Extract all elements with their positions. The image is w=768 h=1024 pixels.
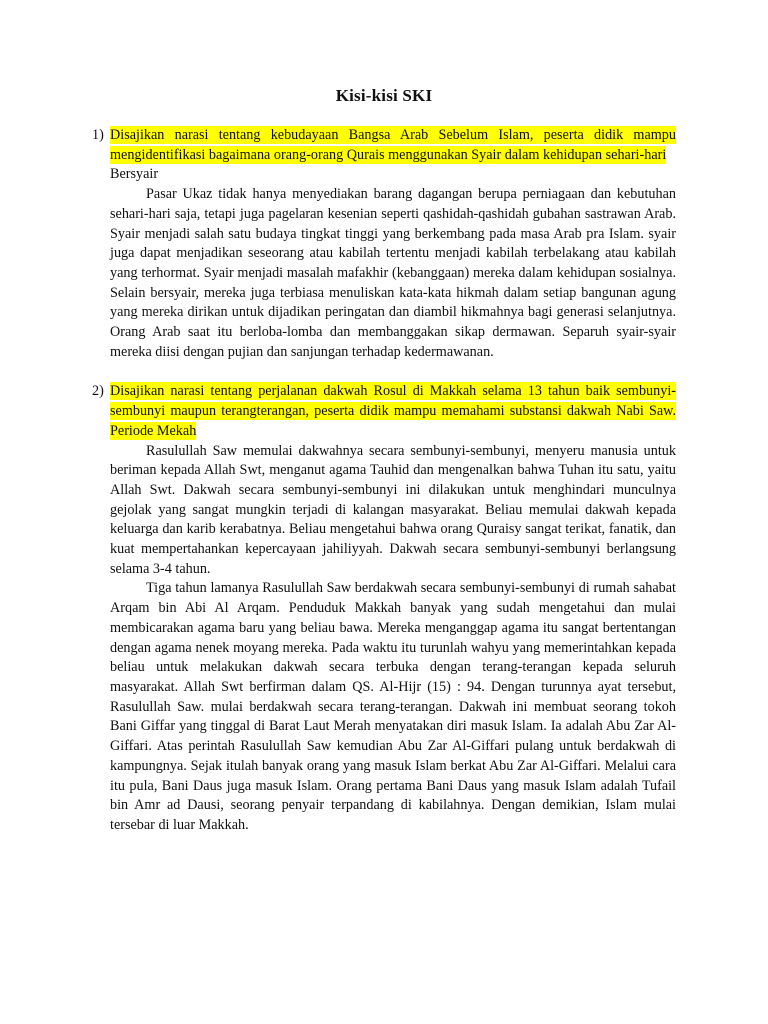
list-item-2	[92, 382, 676, 835]
item-number: 1)	[92, 127, 104, 143]
item-body	[110, 382, 676, 835]
highlighted-text: Disajikan narasi tentang kebudayaan Bangsa Arab Sebelum Islam, peserta didik mampu mengidentifikasi bagaimana orang-orang Qurais menggunakan Syair dalam kehidupan sehari-hari	[110, 127, 676, 163]
item-body	[110, 126, 676, 362]
list-item-1	[92, 126, 676, 362]
paragraph: Rasulullah Saw memulai dakwahnya secara sembunyi-sembunyi, menyeru manusia untuk beriman kepada Allah Swt, menganut agama Tauhid dan mengenalkan bahwa Tuhan itu satu, yaitu Allah Swt. Dakwah secara sembunyi-sembunyi ini dilakukan untuk menghindari munculnya gejolak yang sangat mungkin terjadi di kalangan masyarakat. Beliau memulai dakwah kepada keluarga dan karib kerabatnya. Beliau mengetahui bahwa orang Quraisy sangat terikat, fanatik, dan kuat mempertahankan kepercayaan jahiliyyah. Dakwah secara sembunyi-sembunyi berlangsung selama 3-4 tahun.	[110, 442, 676, 577]
document-title: Kisi-kisi SKI	[335, 86, 433, 105]
subheading: Bersyair	[110, 166, 159, 183]
question-text	[110, 382, 676, 441]
highlighted-text: Disajikan narasi tentang perjalanan dakwah Rosul di Makkah selama 13 tahun baik sembunyi-sembunyi maupun terangterangan, peserta didik mampu memahami substansi dakwah Nabi Saw. Periode Mekah	[110, 383, 676, 439]
paragraph: Tiga tahun lamanya Rasulullah Saw berdakwah secara sembunyi-sembunyi di rumah sahabat Arqam bin Abi Al Arqam. Penduduk Makkah banyak yang sudah mengetahui dan mulai membicarakan agama baru yang beliau bawa. Mereka menganggap agama itu sangat bertentangan dengan agama nenek moyang mereka. Pada waktu itu turunlah wahyu yang memerintahkan kepada beliau untuk melakukan dakwah secara terbuka dengan terang-terangan kepada seluruh masyarakat. Allah Swt berfirman dalam QS. Al-Hijr (15) : 94. Dengan turunnya ayat tersebut, Rasulullah Saw. mulai berdakwah secara terang-terangan. Dakwah ini membuat seorang tokoh Bani Giffar yang tinggal di Barat Laut Merah menyatakan diri masuk Islam. Ia adalah Abu Zar Al-Giffari. Atas perintah Rasulullah Saw kemudian Abu Zar Al-Giffari pulang untuk berdakwah di kampungnya. Sejak itulah banyak orang yang masuk Islam berkat Abu Zar Al-Giffari. Melalui cara itu pula, Bani Daus juga masuk Islam. Orang pertama Bani Daus yang masuk Islam adalah Tufail bin Amr ad Dausi, seorang penyair terpandang di kabilahnya. Dengan demikian, Islam mulai tersebar di luar Makkah.	[110, 580, 676, 833]
item-number: 2)	[92, 383, 104, 400]
spacer	[92, 362, 676, 382]
question-text	[110, 126, 676, 165]
paragraph: Pasar Ukaz tidak hanya menyediakan barang dagangan berupa perniagaan dan kebutuhan sehari-hari saja, tetapi juga pagelaran kesenian seperti qashidah-qashidah gubahan sastrawan Arab. Syair menjadi salah satu budaya tingkat tinggi yang berkembang pada masa Arab pra Islam. syair juga dapat menjadikan seseorang atau kabilah tertentu menjadi kabilah terbelakang atau kabilah yang terhormat. Syair menjadi masalah mafakhir (kebanggaan) mereka dalam kehidupan sosialnya. Selain bersyair, mereka juga terbiasa menuliskan kata-kata hikmah dalam setiap bangunan agung yang mereka dirikan untuk dijadikan peringatan dan diambil hikmahnya bagi generasi selanjutnya. Orang Arab saat itu berloba-lomba dan membanggakan sikap dermawan. Separuh syair-syair mereka diisi dengan pujian dan sanjungan terhadap kedermawanan.	[110, 186, 676, 360]
